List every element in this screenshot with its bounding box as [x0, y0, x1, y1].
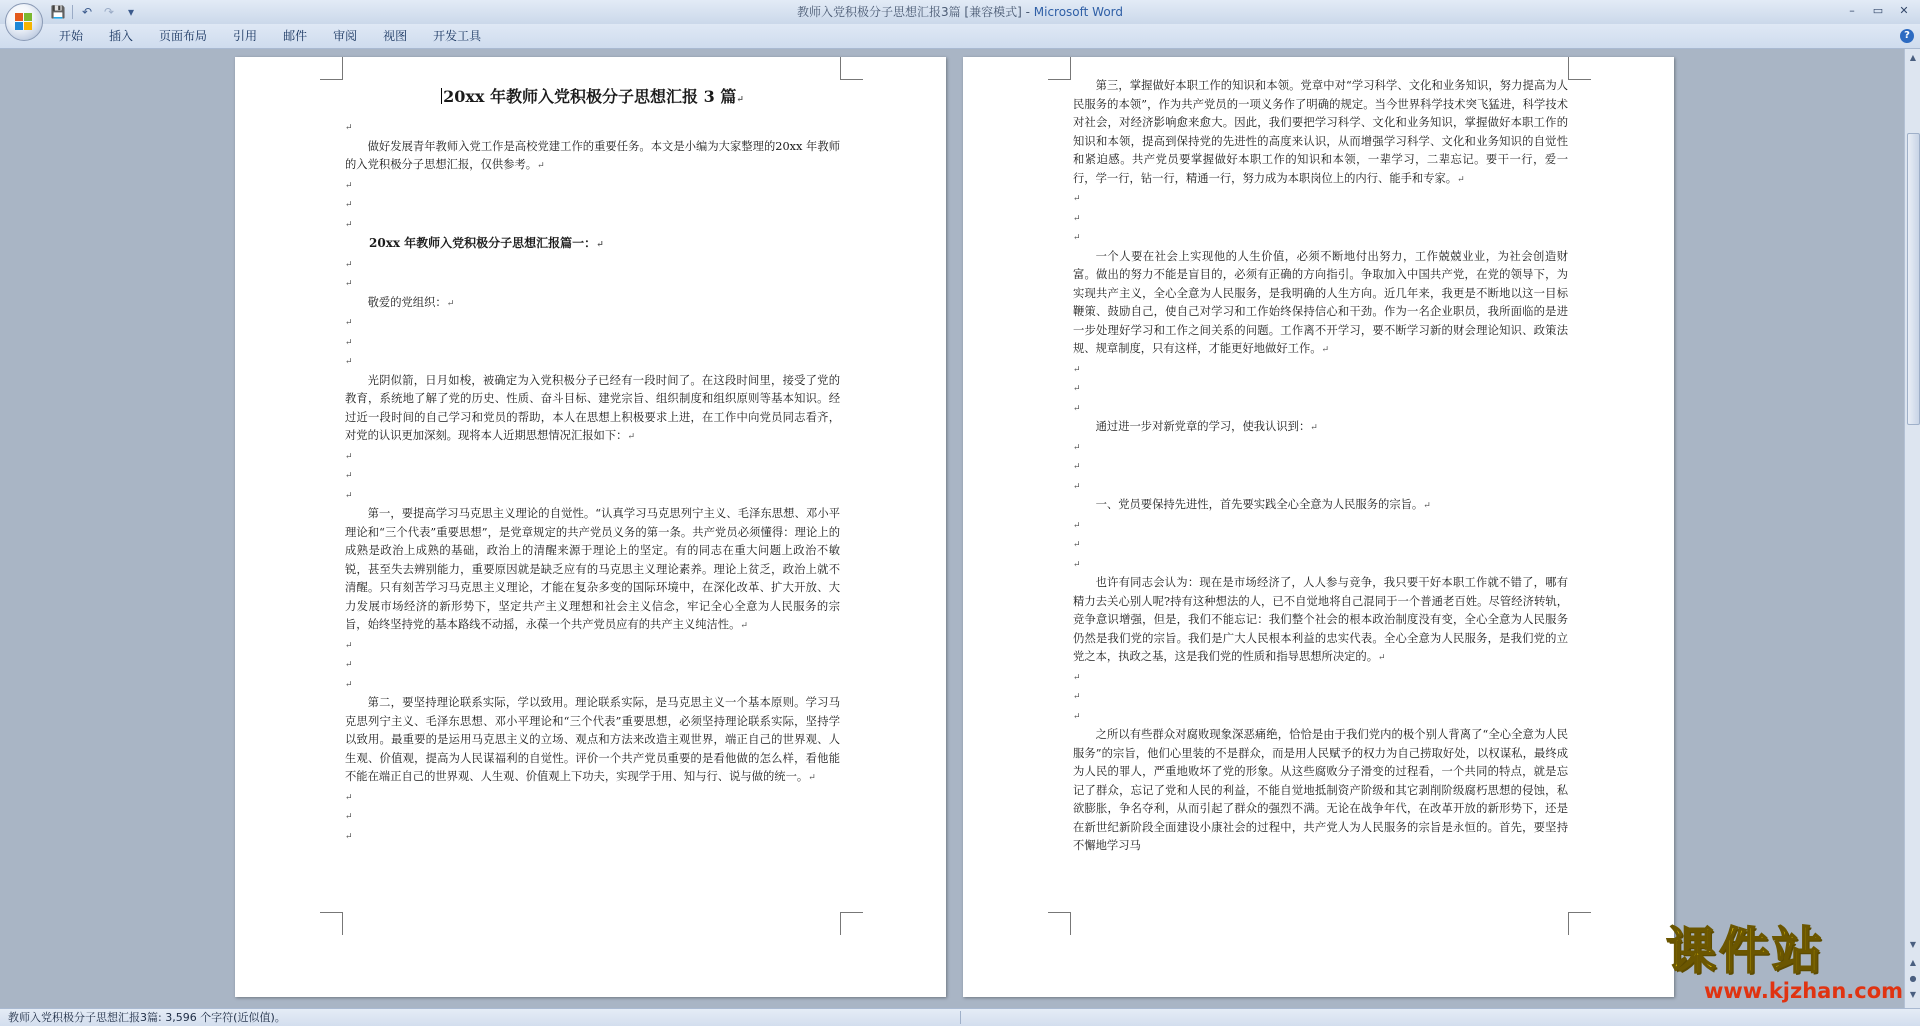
paragraph-mark-line — [1073, 535, 1568, 555]
paragraph-mark: ↵ — [808, 773, 816, 783]
paragraph-mark: ↵ — [1310, 423, 1318, 433]
paragraph-mark: ↵ — [345, 180, 353, 191]
document-page-1[interactable] — [235, 57, 946, 997]
paragraph-mark: ↵ — [1073, 442, 1081, 453]
paragraph-mark-line — [345, 466, 840, 486]
paragraph-mark-line — [345, 215, 840, 235]
paragraph-mark-line — [1073, 360, 1568, 380]
paragraph-text: 第二，要坚持理论联系实际，学以致用。理论联系实际，是马克思主义一个基本原则。学习马克思列宁主义、毛泽东思想、邓小平理论和“三个代表”重要思想，必须坚持理论联系实际，坚持学以致用。最重要的是运用马克思主义的立场、观点和方法来改造主观世界，端正自己的世界观、人生观、价值观，提高为人民谋福利的自觉性。评价一个共产党员重要的是看他做的怎么样，看他能不能在端正自己的世界观、人生观、价值观上下功夫，实现学于用、知与行、说与做的统一。 — [345, 696, 840, 783]
paragraph-mark-line — [1073, 189, 1568, 209]
paragraph-mark: ↵ — [1423, 501, 1431, 511]
paragraph-mark: ↵ — [1457, 174, 1465, 185]
window-controls — [1840, 2, 1916, 20]
crop-mark — [840, 912, 863, 935]
paragraph-mark: ↵ — [1073, 711, 1081, 722]
body-paragraph — [1073, 496, 1568, 516]
body-paragraph — [345, 694, 840, 788]
tab-home[interactable]: 开始 — [59, 29, 84, 43]
paragraph-mark-line — [345, 447, 840, 467]
redo-icon[interactable]: ↷ — [103, 5, 115, 19]
paragraph-mark: ↵ — [1073, 213, 1081, 224]
paragraph-mark-line — [345, 675, 840, 695]
intro-paragraph — [345, 138, 840, 176]
intro-text: 做好发展青年教师入党工作是高校党建工作的重要任务。本文是小编为大家整理的20xx 年教师的入党积极分子思想汇报，仅供参考。 — [345, 139, 840, 171]
paragraph-text: 光阴似箭，日月如梭，被确定为入党积极分子已经有一段时间了。在这段时间里，接受了党的教育，系统地了解了党的历史、性质、奋斗目标、建党宗旨、组织制度和组织原则等基本知识。经过近一段时间的自己学习和党员的帮助，本人在思想上积极要求上进，在工作中向党员同志看齐，对党的认识更加深刻。现将本人近期思想情况汇报如下： — [345, 373, 840, 442]
paragraph-text: 一、党员要保持先进性，首先要实践全心全意为人民服务的宗旨。 — [1095, 498, 1424, 511]
vertical-scrollbar[interactable] — [1904, 49, 1920, 1008]
text-cursor — [441, 88, 442, 104]
paragraph-mark-line — [1073, 477, 1568, 497]
customize-qat-icon[interactable]: ▾ — [127, 5, 135, 19]
document-name: 教师入党积极分子思想汇报3篇 [兼容模式] - — [796, 5, 1034, 19]
paragraph-mark: ↵ — [1073, 672, 1081, 683]
document-title-text: 20xx 年教师入党积极分子思想汇报 3 篇 — [443, 87, 737, 106]
paragraph-mark: ↵ — [1073, 540, 1081, 550]
paragraph-mark: ↵ — [345, 200, 353, 210]
crop-mark — [1048, 912, 1071, 935]
paragraph-mark: ↵ — [1378, 653, 1386, 663]
paragraph-mark: ↵ — [345, 471, 353, 481]
paragraph-mark-line — [1073, 457, 1568, 477]
paragraph-mark: ↵ — [1073, 403, 1081, 414]
paragraph-mark: ↵ — [345, 259, 353, 270]
paragraph-text: 也许有同志会认为：现在是市场经济了，人人参与竞争，我只要干好本职工作就不错了，哪有精力去关心别人呢?持有这种想法的人，已不自觉地将自己混同于一个普通老百姓。尽管经济转轨，竞争意识增强，但是，我们不能忘记：我们整个社会的根本政治制度没有变，全心全意为人民服务仍然是我们党的宗旨。我们是广大人民根本利益的忠实代表。全心全意为人民服务，是我们党的立党之本，执政之基，这是我们党的性质和指导思想所决定的。 — [1073, 576, 1568, 663]
paragraph-mark-line — [1073, 555, 1568, 575]
paragraph-mark-line — [1073, 687, 1568, 707]
tab-mailings[interactable]: 邮件 — [283, 29, 308, 43]
salutation-text: 敬爱的党组织： — [367, 295, 447, 309]
paragraph-mark-line — [1073, 438, 1568, 458]
paragraph-mark-line — [1073, 228, 1568, 248]
tab-review[interactable]: 审阅 — [333, 29, 358, 43]
paragraph-mark: ↵ — [345, 451, 353, 462]
page-1-body[interactable] — [345, 81, 840, 846]
page-2-body[interactable] — [1073, 77, 1568, 856]
ribbon — [0, 24, 1920, 49]
paragraph-text: 一个人要在社会上实现他的人生价值，必须不断地付出努力，工作兢兢业业，为社会创造财富。做出的努力不能是盲目的，必须有正确的方向指引。争取加入中国共产党，在党的领导下，为实现共产主义，全心全意为人民服务，是我明确的人生方向。近几年来，我更是不断地以这一目标鞭策、鼓励自己，使自己对学习和工作始终保持信心和干劲。作为一名企业职员，我所面临的是进一步处理好学习和工作之间关系的问题。工作离不开学习，要不断学习新的财会理论知识、政策法规、规章制度，只有这样，才能更好地做好工作。 — [1073, 249, 1568, 355]
paragraph-mark: ↵ — [1321, 345, 1330, 355]
crop-mark — [840, 57, 863, 80]
paragraph-mark-line — [1073, 379, 1568, 399]
section-heading — [345, 234, 840, 255]
paragraph-mark: ↵ — [1073, 384, 1081, 394]
paragraph-text: 第三，掌握做好本职工作的知识和本领。党章中对“学习科学、文化和业务知识，努力提高为人民服务的本领”，作为共产党员的一项义务作了明确的规定。当今世界科学技术突飞猛进，科学技术对社会，对经济影响愈来愈大。因此，我们要把学习科学、文化和业务知识，掌握做好本职工作的知识和本领，提高到保持党的先进性的高度来认识，从而增强学习科学、文化和业务知识的自觉性和紧迫感。共产党员要掌握做好本职工作的知识和本领，一辈学习，二辈忘记。要干一行，爱一行，学一行，钻一行，精通一行，努力成为本职岗位上的内行、能手和专家。 — [1073, 79, 1568, 185]
body-paragraph — [345, 372, 840, 447]
section-heading-text: 20xx 年教师入党积极分子思想汇报篇一： — [369, 236, 597, 250]
paragraph-mark-line — [345, 274, 840, 294]
paragraph-mark: ↵ — [345, 792, 353, 803]
paragraph-mark: ↵ — [345, 679, 353, 690]
undo-icon[interactable]: ↶ — [81, 5, 93, 19]
crop-mark — [320, 57, 343, 80]
tab-insert[interactable]: 插入 — [109, 29, 134, 43]
paragraph-mark-line — [345, 118, 840, 138]
body-paragraph — [1073, 77, 1568, 189]
tab-developer[interactable]: 开发工具 — [433, 29, 482, 43]
paragraph-mark: ↵ — [627, 432, 635, 442]
crop-mark — [1568, 912, 1591, 935]
paragraph-mark: ↵ — [345, 831, 353, 842]
select-browse-object-icon[interactable]: ● — [1909, 974, 1917, 983]
watermark-logo — [1666, 923, 1906, 1005]
crop-mark — [1568, 57, 1591, 80]
paragraph-mark-line — [345, 255, 840, 275]
paragraph-mark: ↵ — [345, 318, 353, 328]
watermark-logo-text: 课件站 — [1666, 922, 1825, 980]
body-paragraph — [1073, 726, 1568, 856]
help-icon[interactable]: ? — [1900, 29, 1914, 43]
paragraph-mark-line — [1073, 516, 1568, 536]
paragraph-mark: ↵ — [1073, 364, 1081, 375]
tab-references[interactable]: 引用 — [233, 29, 258, 43]
paragraph-mark: ↵ — [345, 812, 353, 822]
paragraph-mark-line — [1073, 209, 1568, 229]
title-bar — [0, 0, 1920, 24]
paragraph-mark: ↵ — [345, 219, 353, 230]
crop-mark — [320, 912, 343, 935]
paragraph-mark: ↵ — [1073, 692, 1081, 702]
paragraph-mark-line — [345, 655, 840, 675]
paragraph-mark: ↵ — [740, 621, 748, 631]
status-bar — [0, 1008, 1920, 1026]
paragraph-text: 第一，要提高学习马克思主义理论的自觉性。“认真学习马克思列宁主义、毛泽东思想、邓小平理论和“三个代表”重要思想”，是党章规定的共产党员义务的第一条。共产党员必须懂得：理论上的成熟是政治上成熟的基础，政治上的清醒来源于理论上的坚定。有的同志在重大问题上政治不敏锐，甚至失去辨别能力，重要原因就是缺乏应有的马克思主义理论素养。理论上贫乏，政治上就不清醒。只有刻苦学习马克思主义理论，才能在复杂多变的国际环境中，在深化改革、扩大开放、大力发展市场经济的新形势下，坚定共产主义理想和社会主义信念，牢记全心全意为人民服务的宗旨，始终坚持党的基本路线不动摇，永葆一个共产党员应有的共产主义纯洁性。 — [345, 507, 840, 631]
next-page-icon[interactable]: ▼ — [1909, 990, 1917, 999]
paragraph-mark: ↵ — [345, 123, 353, 133]
crop-mark — [1048, 57, 1071, 80]
paragraph-mark: ↵ — [1073, 462, 1081, 472]
paragraph-mark-line — [345, 352, 840, 372]
previous-page-icon[interactable]: ▲ — [1909, 958, 1917, 967]
paragraph-mark-line — [345, 195, 840, 215]
tab-view[interactable]: 视图 — [383, 29, 408, 43]
paragraph-mark: ↵ — [1073, 520, 1081, 531]
office-button[interactable] — [5, 3, 43, 41]
paragraph-mark-line — [345, 636, 840, 656]
paragraph-mark: ↵ — [345, 660, 353, 670]
paragraph-mark: ↵ — [345, 640, 353, 651]
paragraph-mark-line — [345, 176, 840, 196]
paragraph-mark: ↵ — [1073, 559, 1081, 570]
status-separator — [960, 1011, 961, 1024]
scrollbar-thumb[interactable] — [1907, 133, 1920, 425]
paragraph-text: 通过进一步对新党章的学习，使我认识到： — [1095, 420, 1311, 433]
office-logo-icon — [15, 13, 33, 31]
paragraph-mark: ↵ — [1073, 481, 1081, 492]
window-title — [0, 0, 1920, 24]
paragraph-mark-line — [345, 807, 840, 827]
save-icon[interactable]: 💾 — [50, 5, 66, 19]
paragraph-mark-line — [1073, 707, 1568, 727]
maximize-button[interactable]: ▭ — [1872, 4, 1884, 17]
paragraph-mark: ↵ — [736, 95, 744, 105]
paragraph-mark: ↵ — [345, 357, 353, 367]
paragraph-mark: ↵ — [345, 337, 353, 348]
body-paragraph — [345, 505, 840, 636]
document-page-2[interactable] — [963, 57, 1674, 997]
body-paragraph — [1073, 574, 1568, 668]
tab-page-layout[interactable]: 页面布局 — [159, 29, 208, 43]
paragraph-mark-line — [345, 313, 840, 333]
scroll-up-icon[interactable]: ▲ — [1909, 53, 1917, 62]
body-paragraph — [1073, 418, 1568, 438]
ribbon-tabs — [46, 24, 494, 48]
paragraph-mark-line — [345, 486, 840, 506]
body-paragraph — [1073, 248, 1568, 360]
paragraph-mark: ↵ — [345, 279, 353, 289]
paragraph-mark: ↵ — [446, 298, 455, 309]
paragraph-mark-line — [1073, 399, 1568, 419]
paragraph-mark-line — [345, 788, 840, 808]
word-count-status[interactable]: 教师入党积极分子思想汇报3篇: 3,596 个字符(近似值)。 — [8, 1011, 286, 1024]
app-name: Microsoft Word — [1033, 5, 1124, 19]
close-button[interactable]: ✕ — [1899, 4, 1909, 17]
paragraph-mark: ↵ — [537, 161, 545, 171]
paragraph-mark-line — [345, 827, 840, 847]
paragraph-mark: ↵ — [1073, 194, 1081, 204]
paragraph-text: 之所以有些群众对腐败现象深恶痛绝，恰恰是由于我们党内的极个别人背离了“全心全意为人民服务”的宗旨，他们心里装的不是群众，而是用人民赋予的权力为自己捞取好处，以权谋私，最终成为人民的罪人，严重地败坏了党的形象。从这些腐败分子滑变的过程看，一个共同的特点，就是忘记了群众，忘记了党和人民的利益，不能自觉地抵制资产阶级和其它剥削阶级腐朽思想的侵蚀，私欲膨胀，争名夺利，从而引起了群众的强烈不满。无论在战争年代，在改革开放的新形势下，还是在新世纪新阶段全面建设小康社会的过程中，共产党人为人民服务的宗旨是永恒的。首先，要坚持不懈地学习马 — [1073, 728, 1568, 852]
scroll-down-icon[interactable]: ▼ — [1909, 940, 1917, 949]
paragraph-mark: ↵ — [596, 240, 604, 250]
paragraph-mark-line — [1073, 668, 1568, 688]
paragraph-mark: ↵ — [1073, 233, 1081, 243]
watermark-url: www.kjzhan.com — [1704, 979, 1904, 1003]
salutation — [345, 294, 840, 314]
document-title — [345, 85, 840, 112]
document-area[interactable] — [0, 49, 1904, 1008]
minimize-button[interactable]: – — [1849, 4, 1855, 17]
paragraph-mark-line — [345, 333, 840, 353]
paragraph-mark: ↵ — [345, 490, 353, 501]
